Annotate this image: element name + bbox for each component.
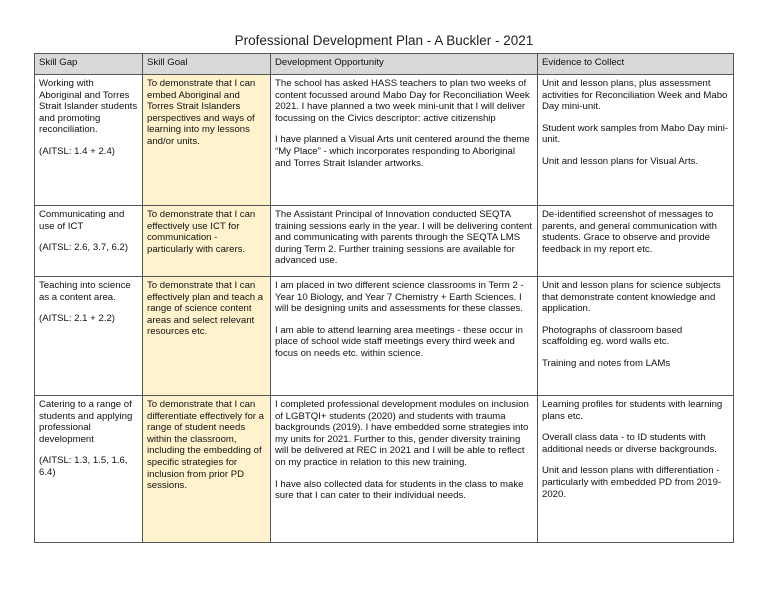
evidence-cell [538,277,734,396]
opportunity-text: I am placed in two different science classrooms in Term 2 - Year 10 Biology, and Year 7 Chemistry + Earth Sciences. I will be designing units and assessments for these classes. [275,280,524,315]
skill-gap-text: Working with Aboriginal and Torres Strait Islander students and promoting reconciliation. [39,78,138,136]
skill-gap-cell [35,75,143,206]
evidence-text: Unit and lesson plans for Visual Arts. [542,155,699,167]
skill-goal-cell [143,75,271,206]
skill-gap-text: Communicating and use of ICT [39,209,125,232]
header-skill-gap: Skill Gap [35,54,143,75]
evidence-text: Learning profiles for students with learning plans etc. [542,399,723,422]
skill-gap-cell [35,277,143,396]
header-skill-goal: Skill Goal [143,54,271,75]
skill-gap-text: Catering to a range of students and applying professional development [39,399,133,445]
opportunity-text: The Assistant Principal of Innovation conducted SEQTA training sessions early in the year. I will be delivering content and communicating with parents through the SEQTA LMS during Term 2. Further training sessions are available for advanced use. [275,209,533,267]
evidence-text: Unit and lesson plans with differentiation - particularly with embedded PD from 2019-2020. [542,465,722,500]
skill-goal-cell [143,396,271,543]
aitsl-standards: (AITSL: 1.4 + 2.4) [39,145,115,157]
opportunity-cell [271,206,538,277]
aitsl-standards: (AITSL: 2.6, 3.7, 6.2) [39,242,129,254]
evidence-text: Photographs of classroom based scaffolding eg. word walls etc. [542,324,683,348]
skill-goal-cell [143,277,271,396]
opportunity-text: I have planned a Visual Arts unit centered around the theme “My Place” - which incorporates responding to Aboriginal and Torres Strait Islander artworks. [275,134,530,169]
header-evidence-to-collect: Evidence to Collect [538,54,734,75]
opportunity-cell [271,75,538,206]
opportunity-cell [271,396,538,543]
evidence-text: Unit and lesson plans for science subjects that demonstrate content knowledge and application. [542,280,721,315]
development-plan-table [34,53,734,543]
table-row [35,206,734,277]
aitsl-standards: (AITSL: 2.1 + 2.2) [39,313,115,325]
table-row [35,277,734,396]
evidence-text: Training and notes from LAMs [542,357,671,369]
skill-gap-cell [35,206,143,277]
table-row [35,75,734,206]
skill-goal-cell [143,206,271,277]
skill-goal-text: To demonstrate that I can differentiate effectively for a range of student needs within the classroom, including the embedding of specific strategies for inclusion from prior PD sessions. [147,399,264,492]
evidence-text: Student work samples from Mabo Day mini-unit. [542,122,729,146]
evidence-text: Unit and lesson plans, plus assessment activities for Reconciliation Week and Mabo Day mini-unit. [542,78,728,113]
header-development-opportunity: Development Opportunity [271,54,538,75]
evidence-cell [538,206,734,277]
opportunity-text: The school has asked HASS teachers to plan two weeks of content focussed around Mabo Day for Reconciliation Week 2021. I have planned a two week mini-unit that I will deliver focussing on the Civics descriptor: active citizenship [275,78,530,124]
evidence-text: De-identified screenshot of messages to parents, and general communication with students. Grace to observe and provide feedback in my report etc. [542,209,717,255]
opportunity-text: I completed professional development modules on inclusion of LGBTQI+ students (2020) and students with trauma backgrounds (2019). I have embedded some strategies into my units for 2021. Further to this, gender diversity training will be delivered at REC in 2021 and I will be able to reflect on my practice in relation to this new training. [275,399,529,468]
header-row [35,54,734,75]
opportunity-text: I have also collected data for students in the class to make sure that I can cater to their individual needs. [275,478,524,502]
skill-goal-text: To demonstrate that I can effectively use ICT for communication - particularly with carers. [147,209,256,255]
evidence-text: Overall class data - to ID students with additional needs or diverse backgrounds. [542,432,717,455]
opportunity-cell [271,277,538,396]
aitsl-standards: (AITSL: 1.3, 1.5, 1.6, 6.4) [39,455,128,478]
skill-goal-text: To demonstrate that I can effectively plan and teach a range of science content areas and select relevant resources etc. [147,280,264,338]
opportunity-text: I am able to attend learning area meetings - these occur in place of school wide staff meetings every third week and focus on needs etc. within science. [275,324,523,359]
skill-gap-text: Teaching into science as a content area. [39,280,131,303]
skill-gap-cell [35,396,143,543]
page-title: Professional Development Plan - A Buckler - 2021 [234,33,534,48]
evidence-cell [538,75,734,206]
table-row [35,396,734,543]
skill-goal-text: To demonstrate that I can embed Aboriginal and Torres Strait Islanders perspectives and ways of learning into my lessons and/or units. [147,78,256,147]
evidence-cell [538,396,734,543]
